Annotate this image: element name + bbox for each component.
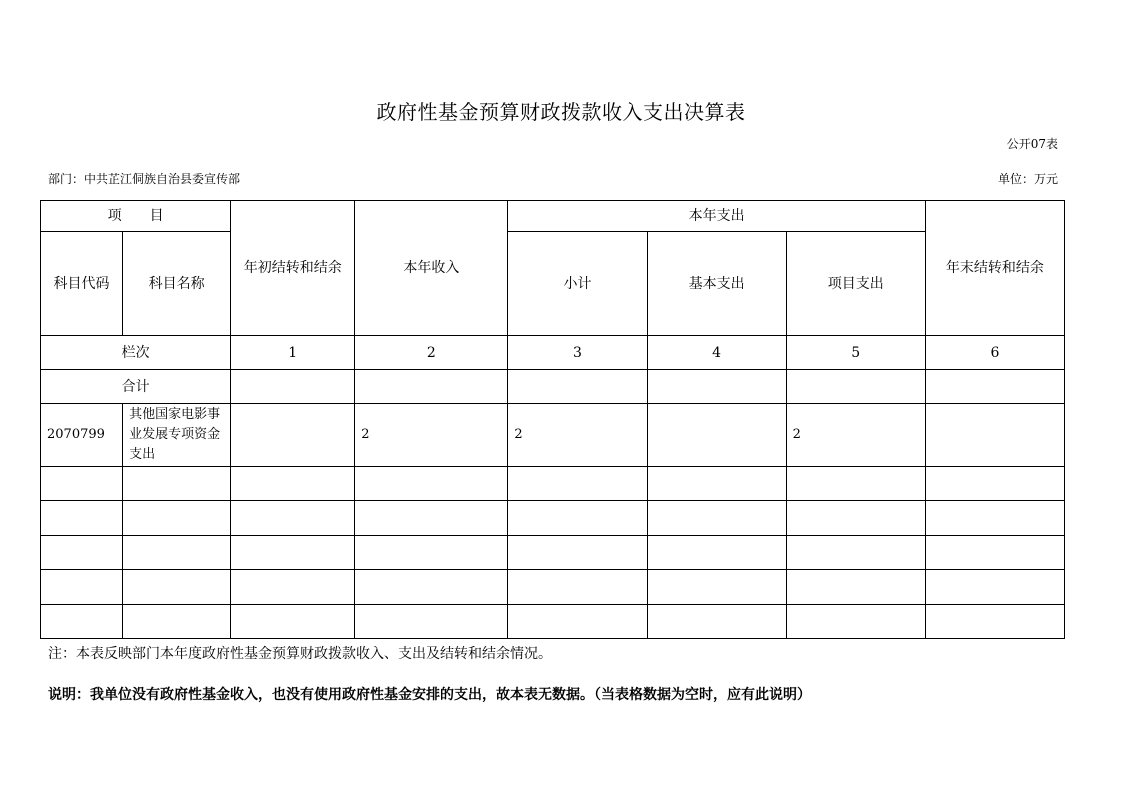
header-basic: 基本支出 xyxy=(647,232,786,336)
total-cell xyxy=(508,370,647,404)
total-cell xyxy=(355,370,508,404)
unit-label: 单位：万元 xyxy=(997,172,1058,186)
row-name: 其他国家电影事业发展专项资金支出 xyxy=(123,404,231,467)
column-index-1: 1 xyxy=(231,336,355,370)
empty-row xyxy=(41,605,1065,639)
column-index-3: 3 xyxy=(508,336,647,370)
total-label: 合计 xyxy=(41,370,231,404)
form-number: 公开07表 xyxy=(1006,137,1058,151)
header-subject-name: 科目名称 xyxy=(123,232,231,336)
header-subtotal: 小计 xyxy=(508,232,647,336)
header-closing-balance: 年末结转和结余 xyxy=(925,201,1064,336)
column-index-2: 2 xyxy=(355,336,508,370)
empty-row xyxy=(41,467,1065,501)
header-project: 项目支出 xyxy=(786,232,925,336)
column-index-6: 6 xyxy=(925,336,1064,370)
row-subtotal: 2 xyxy=(508,404,647,467)
budget-table xyxy=(40,200,1065,639)
table-note: 注：本表反映部门本年度政府性基金预算财政拨款收入、支出及结转和结余情况。 xyxy=(48,646,552,662)
row-code: 2070799 xyxy=(41,404,123,467)
header-income: 本年收入 xyxy=(355,201,508,336)
total-cell xyxy=(786,370,925,404)
row-project: 2 xyxy=(786,404,925,467)
row-opening xyxy=(231,404,355,467)
total-row xyxy=(41,370,1065,404)
total-cell xyxy=(231,370,355,404)
column-index-5: 5 xyxy=(786,336,925,370)
header-expenditure: 本年支出 xyxy=(508,201,925,232)
row-basic xyxy=(647,404,786,467)
column-index-4: 4 xyxy=(647,336,786,370)
header-opening-balance: 年初结转和结余 xyxy=(231,201,355,336)
explanation-text: 说明：我单位没有政府性基金收入，也没有使用政府性基金安排的支出，故本表无数据。（当表格数据为空时，应有此说明） xyxy=(48,687,811,703)
department-label: 部门：中共芷江侗族自治县委宣传部 xyxy=(48,172,241,186)
column-index-label: 栏次 xyxy=(41,336,231,370)
column-index-row xyxy=(41,336,1065,370)
table-row xyxy=(41,404,1065,467)
row-income: 2 xyxy=(355,404,508,467)
empty-row xyxy=(41,501,1065,536)
row-closing xyxy=(925,404,1064,467)
total-cell xyxy=(925,370,1064,404)
page-title: 政府性基金预算财政拨款收入支出决算表 xyxy=(376,100,746,124)
total-cell xyxy=(647,370,786,404)
empty-row xyxy=(41,570,1065,605)
header-subject-code: 科目代码 xyxy=(41,232,123,336)
header-item: 项 目 xyxy=(41,201,231,232)
empty-row xyxy=(41,536,1065,570)
